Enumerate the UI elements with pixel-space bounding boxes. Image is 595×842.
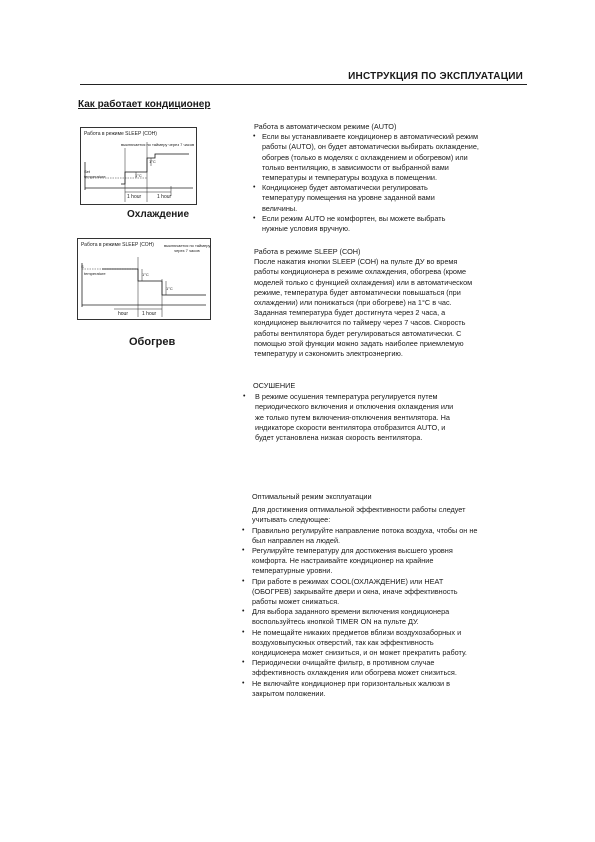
bullet-icon: • (242, 577, 245, 585)
optimal-b7-line: закрытом положении. (252, 688, 326, 698)
section-title: Как работает кондиционер (78, 99, 211, 110)
optimal-bullet-4 (242, 607, 542, 627)
auto-b3-line: Если режим AUTO не комфортен, вы можете выбрать (262, 213, 446, 223)
optimal-bullet-3 (242, 577, 542, 608)
optimal-title: Оптимальный режим эксплуатации (252, 492, 372, 501)
auto-b1-line: температуры и температуры воздуха в помещении. (262, 173, 438, 183)
heating-heading: Работа в режиме SLEEP (СОН) (81, 242, 154, 248)
header-rule (80, 84, 527, 85)
auto-b2-line: величины. (262, 203, 298, 213)
dry-line: будет установлена низкая скорость вентилятора. (255, 433, 423, 443)
heating-note1: выключается по таймеру (164, 243, 211, 248)
cooling-hour2: 1 hour (157, 194, 172, 200)
optimal-b1-line: Правильно регулируйте направление потока воздуха, чтобы он не (252, 525, 478, 535)
optimal-b5-line: воздуховыпускных отверстий, так как эффективность (252, 637, 434, 647)
cooling-set-label: Set (84, 169, 91, 174)
cooling-hour1: 1 hour (127, 194, 142, 200)
optimal-bullet-5 (242, 628, 542, 659)
auto-b1-line: только вентиляцию, в зависимости от выбранной вами (262, 162, 449, 172)
heating-hour2: 1 hour (142, 311, 157, 317)
bullet-icon: • (253, 133, 256, 141)
cooling-diagram (80, 127, 197, 205)
auto-bullet-3 (252, 214, 542, 234)
auto-bullet-1 (252, 132, 542, 183)
optimal-b5-line: Не помещайте никаких предметов вблизи воздухозаборных и (252, 627, 462, 637)
auto-b3-line: нужные условия вручную. (262, 224, 351, 234)
cooling-caption: Охлаждение (127, 209, 190, 220)
bullet-icon: • (243, 393, 246, 401)
dry-title: ОСУШЕНИЕ (253, 381, 296, 390)
auto-b1-line: работы (AUTO), он будет автоматически выбирать охлаждение, (262, 142, 479, 152)
bullet-icon: • (242, 628, 245, 636)
cooling-temp-label: temperature (84, 174, 106, 179)
auto-b2-line: Кондиционер будет автоматически регулировать (262, 183, 428, 193)
optimal-b1-line: был направлен на людей. (252, 535, 341, 545)
cooling-step2: 1°C (149, 159, 156, 164)
optimal-intro-line: учитывать следующее: (252, 515, 331, 525)
bullet-icon: • (242, 547, 245, 555)
auto-title: Работа в автоматическом режиме (AUTO) (254, 122, 397, 131)
bullet-icon: • (242, 659, 245, 667)
optimal-b2-line: комфорта. Не настраивайте кондиционер на крайние (252, 556, 434, 566)
sleep-section (254, 247, 544, 359)
heating-step1: 1°C (142, 272, 149, 277)
sleep-line: моделей только с функцией охлаждения) или в автоматическом (254, 277, 473, 287)
optimal-b3-line: При работе в режимах COOL(ОХЛАЖДЕНИЕ) или HEAT (252, 576, 444, 586)
auto-bullet-2 (252, 183, 542, 214)
heating-diagram (77, 238, 211, 320)
sleep-line: кондиционер выключится по таймеру через 7 часов. Скорость (254, 318, 466, 328)
sleep-line: работы кондиционера в режиме охлаждения, обогрева (кроме (254, 267, 467, 277)
optimal-bullet-1 (242, 526, 542, 546)
auto-b1-line: Если вы устанавливаете кондиционер в автоматический режим (262, 132, 479, 142)
optimal-b7-line: Не включайте кондиционер при горизонтальных жалюзи в (252, 678, 451, 688)
cooling-heading: Работа в режиме SLEEP (СОН) (84, 131, 157, 137)
optimal-b2-line: Регулируйте температуру для достижения высшего уровня (252, 546, 453, 556)
cooling-note: выключается по таймеру через 7 часов (121, 142, 195, 147)
bullet-icon: • (253, 214, 256, 222)
dry-section (243, 381, 533, 443)
sleep-line: Заданная температура будет достигнута через 2 часа, а (254, 308, 446, 318)
heating-note2: через 7 часов (174, 248, 200, 253)
optimal-section (242, 492, 542, 699)
dry-line: периодического включения и отключения охлаждения или (255, 402, 454, 412)
auto-section (252, 122, 542, 234)
optimal-bullet-7 (242, 679, 542, 699)
heating-step2: 1°C (166, 286, 173, 291)
optimal-intro (242, 505, 542, 525)
dry-line: же только путем включения-отключения вентилятора. На (255, 412, 450, 422)
heating-caption: Обогрев (129, 336, 176, 348)
dry-bullet (243, 392, 533, 443)
cooling-step1: 1°C (135, 173, 142, 178)
optimal-b3-line: работы может снижаться. (252, 597, 340, 607)
page-header-title: ИНСТРУКЦИЯ ПО ЭКСПЛУАТАЦИИ (348, 71, 523, 82)
optimal-intro-line: Для достижения оптимальной эффективности работы следует (252, 505, 466, 515)
heating-temp-label: temperature (84, 271, 106, 276)
sleep-line: помощью этой функции можно задать наиболее приемлемую (254, 338, 464, 348)
bullet-icon: • (242, 608, 245, 616)
bullet-icon: • (242, 679, 245, 687)
cooling-diagram-graphic (81, 128, 196, 204)
optimal-bullet-2 (242, 546, 542, 577)
optimal-b2-line: температурные уровни. (252, 566, 333, 576)
sleep-title: Работа в режиме SLEEP (СОН) (254, 247, 361, 256)
sleep-line: температуру и сэкономить электроэнергию. (254, 349, 403, 359)
sleep-line: работы вентилятора будет регулироваться автоматически. С (254, 328, 462, 338)
sleep-line: режиме, температура будет автоматически повышаться (при (254, 287, 461, 297)
optimal-b6-line: Периодически очищайте фильтр, в противном случае (252, 658, 435, 668)
optimal-b5-line: кондиционера может снизиться, и он может прекратить работу. (252, 648, 467, 658)
sleep-line: охлаждении) или понижаться (при обогреве) на 1°C в час. (254, 298, 452, 308)
heating-hour1: hour (118, 311, 129, 317)
optimal-b3-line: (ОБОГРЕВ) закрывайте двери и окна, иначе эффективность (252, 586, 458, 596)
optimal-b4-line: воспользуйтесь кнопкой TIMER ON на пульте ДУ. (252, 617, 419, 627)
dry-line: индикаторе скорости вентилятора отобразится AUTO, и (255, 422, 446, 432)
optimal-b4-line: Для выбора заданного времени включения кондиционера (252, 607, 450, 617)
dry-line: В режиме осушения температура регулируется путем (255, 392, 438, 402)
optimal-bullet-6 (242, 658, 542, 678)
bullet-icon: • (242, 526, 245, 534)
auto-b1-line: обогрев (только в моделях с охлаждением и обогревом) или (262, 152, 468, 162)
heating-set-label: S (81, 264, 84, 269)
optimal-b6-line: эффективность охлаждения или обогрева может снизиться. (252, 668, 457, 678)
bullet-icon: • (253, 184, 256, 192)
auto-b2-line: температуру помещения на уровне заданной вами (262, 193, 435, 203)
sleep-line: После нажатия кнопки SLEEP (СОН) на пульте ДУ во время (254, 257, 458, 267)
